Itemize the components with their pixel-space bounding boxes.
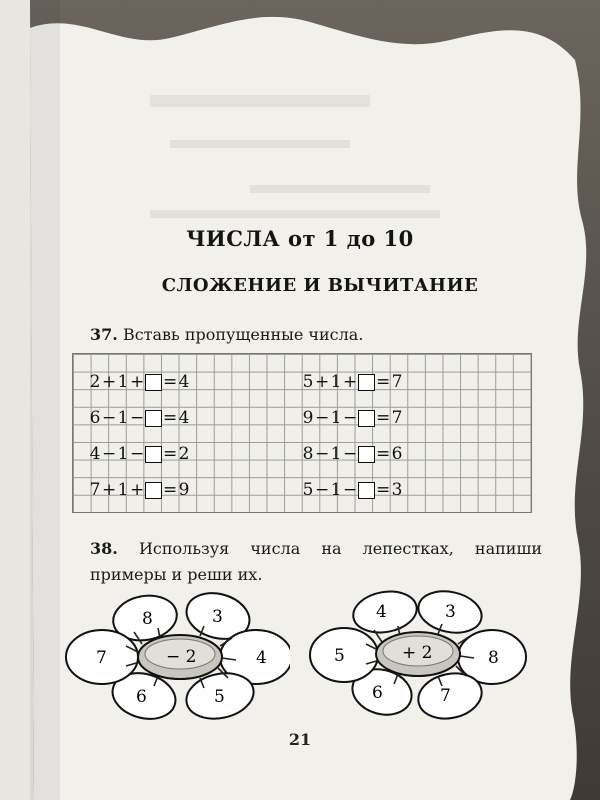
task-37-text: Вставь пропущенные числа. (122, 325, 364, 344)
equation-8: 5 − 1 − = 3 (302, 480, 403, 500)
task-37-number: 37. (90, 325, 118, 344)
answer-box[interactable] (145, 446, 162, 463)
answer-box[interactable] (358, 410, 375, 427)
petal-label: 5 (334, 646, 345, 666)
answer-box[interactable] (358, 482, 375, 499)
petal-label: 8 (142, 609, 153, 629)
petal-label: 3 (212, 607, 223, 627)
page-number: 21 (288, 730, 312, 749)
equation-3: 4 − 1 − = 2 (89, 444, 190, 464)
answer-box[interactable] (358, 374, 375, 391)
flower-2 (300, 590, 530, 720)
equation-7: 8 − 1 − = 6 (302, 444, 403, 464)
equation-6: 9 − 1 − = 7 (302, 408, 403, 428)
petal-label: 6 (136, 687, 147, 707)
equation-2: 6 − 1 − = 4 (89, 408, 190, 428)
petal-label: 4 (376, 602, 387, 622)
flower-1 (60, 590, 290, 720)
petal-label: 4 (256, 648, 267, 668)
answer-box[interactable] (358, 446, 375, 463)
petal-label: 8 (488, 648, 499, 668)
task-37-instruction (90, 322, 363, 348)
task-38-instruction (90, 536, 542, 588)
answer-box[interactable] (145, 482, 162, 499)
petal-label: 5 (214, 687, 225, 707)
petal-label: 3 (445, 602, 456, 622)
petal-label: 7 (96, 648, 107, 668)
page-title: ЧИСЛА от 1 до 10 (186, 226, 414, 251)
answer-box[interactable] (145, 374, 162, 391)
petal-label: 7 (440, 686, 451, 706)
petal-label: 6 (372, 683, 383, 703)
task-38-text: Используя числа на лепестках, напиши примеры и реши их. (90, 539, 542, 584)
task-38-number: 38. (90, 539, 118, 558)
equation-4: 7 + 1 + = 9 (89, 480, 190, 500)
flower-center-operation: + 2 (402, 643, 433, 663)
equation-1: 2 + 1 + = 4 (89, 372, 190, 392)
section-subtitle: СЛОЖЕНИЕ И ВЫЧИТАНИЕ (161, 275, 479, 296)
answer-box[interactable] (145, 410, 162, 427)
equation-5: 5 + 1 + = 7 (302, 372, 403, 392)
flower-center-operation: − 2 (166, 647, 197, 667)
